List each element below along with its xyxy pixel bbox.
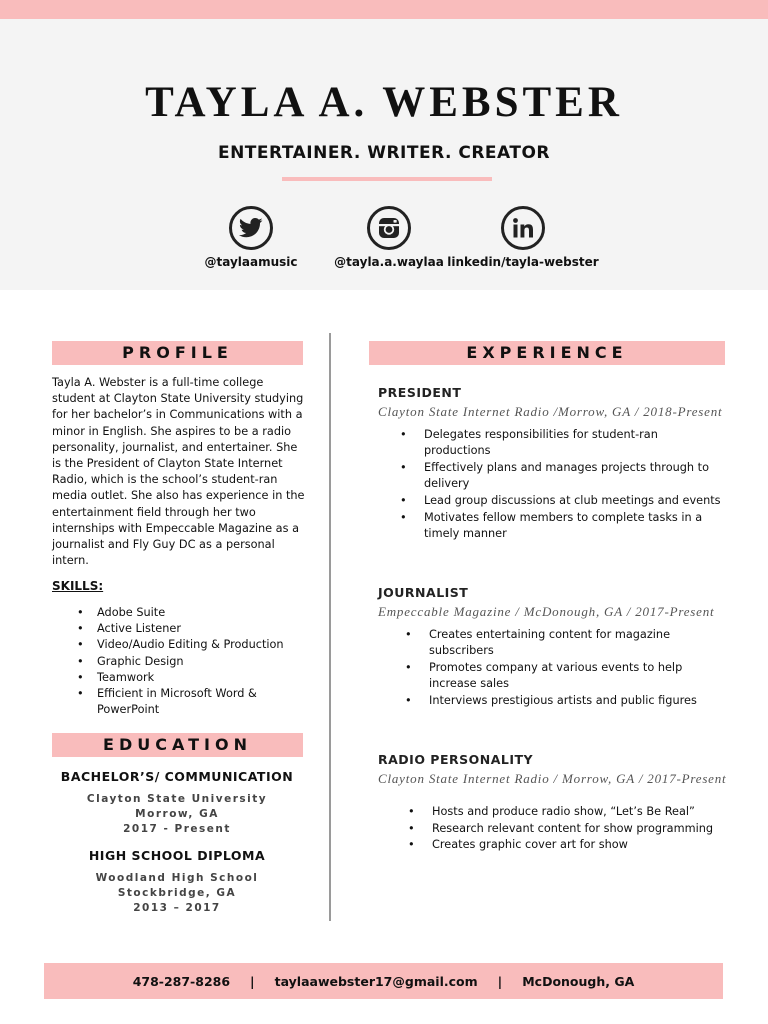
job-title: PRESIDENT bbox=[378, 385, 462, 400]
twitter-icon bbox=[229, 206, 273, 250]
linkedin-icon bbox=[501, 206, 545, 250]
job-duty: • Research relevant content for show programming bbox=[408, 821, 728, 837]
column-divider bbox=[329, 333, 331, 921]
footer-separator: | bbox=[497, 973, 503, 989]
education-entry bbox=[52, 848, 302, 916]
job-duty: • Hosts and produce radio show, “Let’s Be Real” bbox=[408, 804, 728, 820]
job-duties bbox=[400, 427, 725, 545]
footer-email[interactable]: taylaawebster17@gmail.com bbox=[274, 973, 478, 989]
profile-heading: PROFILE bbox=[52, 341, 303, 365]
education-school: Woodland High School bbox=[95, 872, 259, 884]
job-organization: Clayton State Internet Radio / Morrow, GA / 2017-Present bbox=[378, 771, 727, 786]
education-entry bbox=[52, 769, 302, 837]
skills-list bbox=[77, 605, 312, 718]
education-heading: EDUCATION bbox=[52, 733, 303, 757]
profile-summary: Tayla A. Webster is a full-time college student at Clayton State University studying for her bachelor’s in Communications with a minor in English. She aspires to be a radio personality, journalist, and entertainer. She is the President of Clayton State Internet Radio, which is the school’s student-ran media outlet. She also has experience in the entertainment field through her two internships with Empeccable Magazine as a journalist and Fly Guy DC as a personal intern. bbox=[52, 376, 305, 568]
skill-item: • Graphic Design bbox=[77, 654, 312, 670]
job-organization: Clayton State Internet Radio /Morrow, GA / 2018-Present bbox=[378, 404, 723, 419]
skill-item: • Active Listener bbox=[77, 621, 312, 637]
instagram-icon bbox=[367, 206, 411, 250]
footer-phone[interactable]: 478-287-8286 bbox=[132, 973, 231, 989]
job-duty: • Effectively plans and manages projects through to delivery bbox=[400, 460, 725, 492]
education-location: Stockbridge, GA bbox=[117, 887, 237, 899]
education-dates: 2013 – 2017 bbox=[133, 902, 221, 914]
job-title: JOURNALIST bbox=[378, 585, 469, 600]
skill-item: • Efficient in Microsoft Word & PowerPoint bbox=[77, 686, 312, 718]
skill-item: • Video/Audio Editing & Production bbox=[77, 637, 312, 653]
education-school: Clayton State University bbox=[86, 793, 268, 805]
job-duty: • Creates entertaining content for magazine subscribers bbox=[405, 627, 725, 659]
job-entry bbox=[378, 752, 728, 854]
job-duties bbox=[405, 627, 725, 709]
top-accent-bar bbox=[0, 0, 768, 19]
job-duty: • Creates graphic cover art for show bbox=[408, 837, 728, 853]
resume-tagline: ENTERTAINER. WRITER. CREATOR bbox=[217, 143, 551, 163]
job-duty: • Promotes company at various events to help increase sales bbox=[405, 660, 725, 692]
skills-heading: SKILLS: bbox=[52, 579, 104, 593]
job-entry bbox=[378, 385, 728, 545]
job-duty: • Delegates responsibilities for student-ran productions bbox=[400, 427, 725, 459]
education-degree: BACHELOR’S/ COMMUNICATION bbox=[60, 769, 294, 784]
skill-item: • Adobe Suite bbox=[77, 605, 312, 621]
job-duties bbox=[408, 804, 728, 854]
tagline-underline bbox=[282, 177, 492, 181]
experience-heading: EXPERIENCE bbox=[369, 341, 725, 365]
education-location: Morrow, GA bbox=[135, 808, 219, 820]
social-linkedin[interactable] bbox=[432, 206, 614, 269]
footer-separator: | bbox=[250, 973, 255, 989]
skill-item: • Teamwork bbox=[77, 670, 312, 686]
footer-location: McDonough, GA bbox=[522, 973, 635, 989]
job-duty: • Interviews prestigious artists and public figures bbox=[405, 693, 725, 709]
job-duty: • Lead group discussions at club meetings and events bbox=[400, 493, 725, 509]
resume-name: TAYLA A. WEBSTER bbox=[145, 79, 623, 126]
twitter-handle: @taylaamusic bbox=[204, 255, 298, 269]
education-dates: 2017 - Present bbox=[123, 823, 231, 835]
contact-footer bbox=[44, 963, 723, 999]
job-duty: • Motivates fellow members to complete tasks in a timely manner bbox=[400, 510, 725, 542]
job-organization: Empeccable Magazine / McDonough, GA / 2017-Present bbox=[378, 604, 715, 619]
job-title: RADIO PERSONALITY bbox=[378, 752, 534, 767]
job-entry bbox=[378, 585, 728, 710]
instagram-handle: @tayla.a.waylaa bbox=[334, 255, 444, 269]
education-degree: HIGH SCHOOL DIPLOMA bbox=[88, 848, 266, 863]
linkedin-handle: linkedin/tayla-webster bbox=[447, 255, 599, 269]
